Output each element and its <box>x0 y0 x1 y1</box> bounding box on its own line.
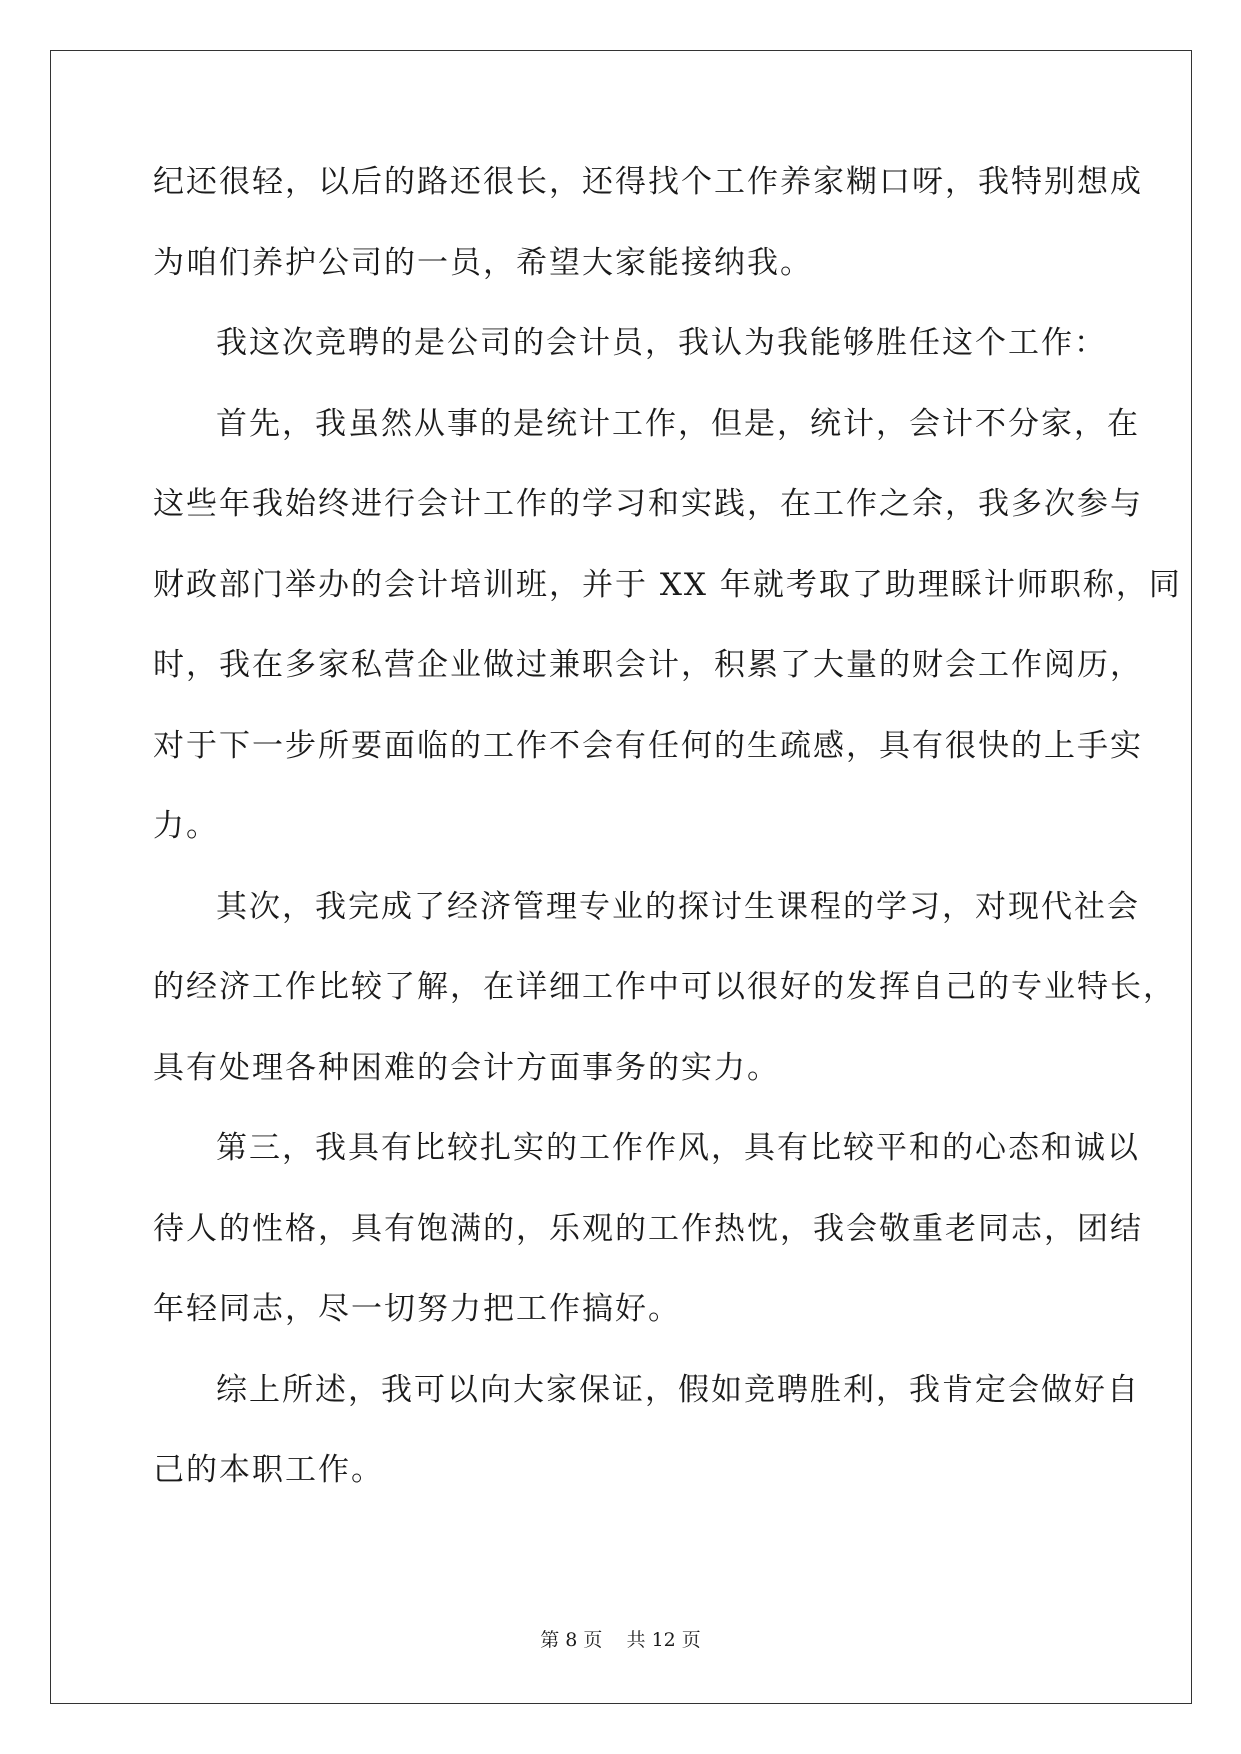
text-line: 年轻同志，尽一切努力把工作搞好。 <box>153 1291 681 1327</box>
text-line: 为咱们养护公司的一员，希望大家能接纳我。 <box>153 245 813 281</box>
text-line: 对于下一步所要面临的工作不会有任何的生疏感，具有很快的上手实 <box>153 728 1143 764</box>
text-line: 的经济工作比较了解，在详细工作中可以很好的发挥自己的专业特长， <box>153 969 1176 1005</box>
paragraph-start: 第三，我具有比较扎实的工作作风，具有比较平和的心态和诚以 <box>216 1130 1140 1166</box>
paragraph-start: 首先，我虽然从事的是统计工作，但是，统计，会计不分家，在 <box>216 406 1140 442</box>
text-line: 财政部门举办的会计培训班，并于 XX 年就考取了助理睬计师职称，同 <box>153 567 1182 603</box>
text-line: 己的本职工作。 <box>153 1452 384 1488</box>
text-line: 具有处理各种困难的会计方面事务的实力。 <box>153 1050 780 1086</box>
text-line: 纪还很轻，以后的路还很长，还得找个工作养家糊口呀，我特别想成 <box>153 164 1143 200</box>
page-number-footer: 第 8 页 共 12 页 <box>540 1629 701 1651</box>
text-line: 力。 <box>153 808 219 844</box>
paragraph-start: 我这次竞聘的是公司的会计员，我认为我能够胜任这个工作： <box>216 325 1107 361</box>
paragraph-start: 其次，我完成了经济管理专业的探讨生课程的学习，对现代社会 <box>216 889 1140 925</box>
text-line: 待人的性格，具有饱满的，乐观的工作热忱，我会敬重老同志，团结 <box>153 1211 1143 1247</box>
text-line: 这些年我始终进行会计工作的学习和实践，在工作之余，我多次参与 <box>153 486 1143 522</box>
text-line: 时，我在多家私营企业做过兼职会计，积累了大量的财会工作阅历， <box>153 647 1143 683</box>
paragraph-start: 综上所述，我可以向大家保证，假如竞聘胜利，我肯定会做好自 <box>216 1372 1140 1408</box>
